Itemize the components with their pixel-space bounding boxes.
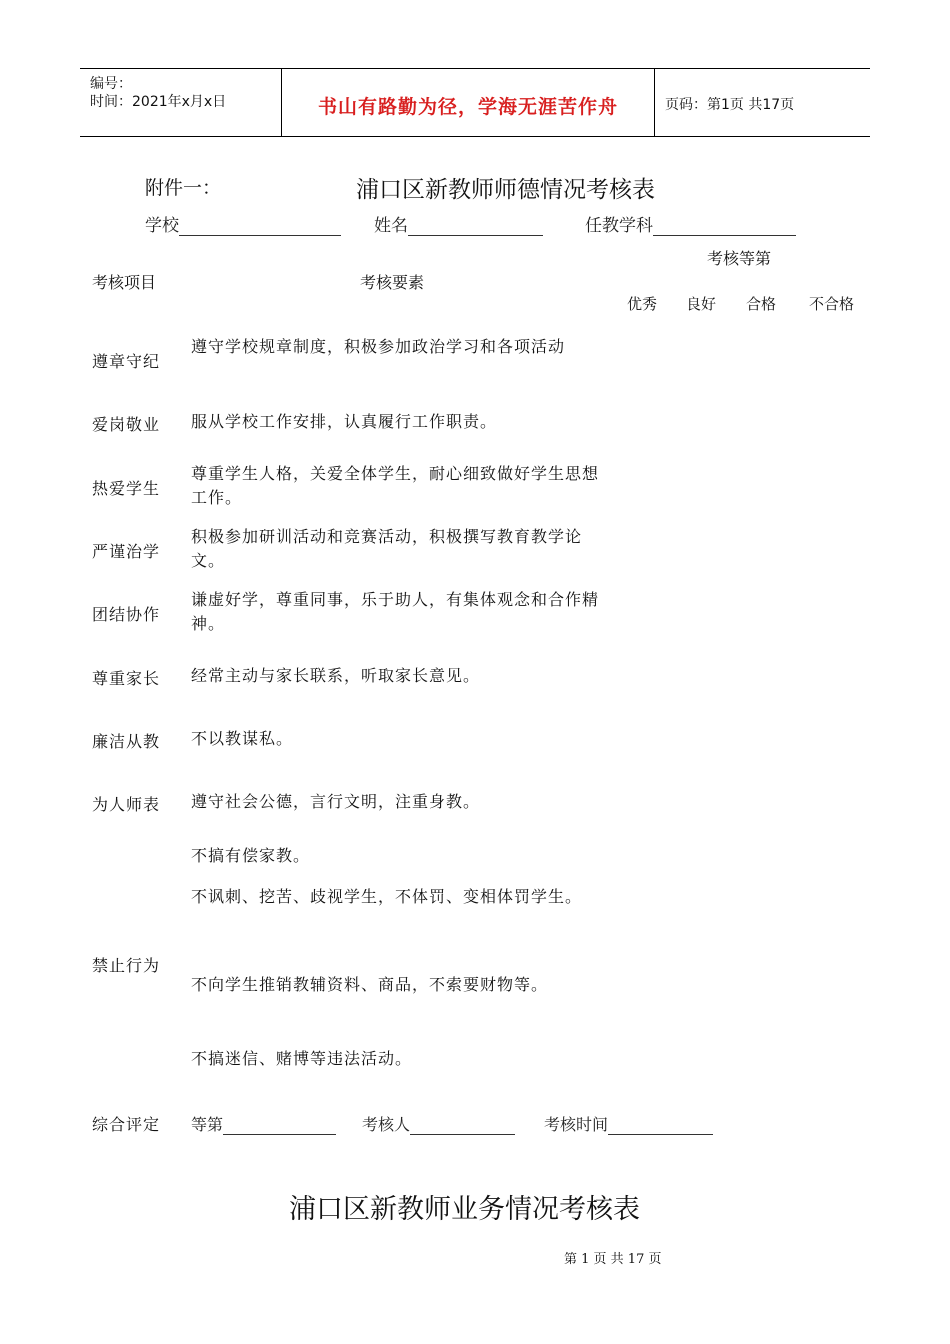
- grade-pass: 合格: [746, 295, 777, 313]
- number-label: 编号：: [90, 76, 132, 92]
- row-requirement: 积极参加研训活动和竞赛活动，积极撰写教育教学论文。: [191, 527, 583, 570]
- grade-fail: 不合格: [809, 295, 855, 313]
- header-meta-cell: [80, 69, 282, 136]
- grade-good: 良好: [686, 295, 717, 313]
- grade-blank[interactable]: [223, 1116, 336, 1135]
- attachment-label: 附件一：: [145, 177, 222, 199]
- prohibited-requirement: 不搞有偿家教。: [191, 846, 311, 865]
- assessor-field: [362, 1112, 515, 1135]
- header-page-cell: [655, 69, 870, 136]
- col-item-header: 考核项目: [92, 273, 157, 292]
- assess-time-blank[interactable]: [608, 1116, 713, 1135]
- footer-page: 第 1 页 共 17 页: [564, 1252, 662, 1267]
- col-elements-header: 考核要素: [360, 273, 425, 292]
- row-requirement: 尊重学生人格，关爱全体学生，耐心细致做好学生思想工作。: [191, 464, 600, 507]
- row-requirement: 服从学校工作安排，认真履行工作职责。: [191, 412, 498, 431]
- name-field: [374, 211, 543, 236]
- form2-title: 浦口区新教师业务情况考核表: [289, 1194, 640, 1225]
- form1-title: 浦口区新教师师德情况考核表: [356, 177, 655, 203]
- prohibited-item: 禁止行为: [92, 956, 161, 975]
- header-motto-cell: [282, 69, 655, 136]
- assessor-label: 考核人: [362, 1115, 411, 1134]
- school-field: [145, 211, 341, 236]
- row-requirement: 谦虚好学，尊重同事，乐于助人，有集体观念和合作精神。: [191, 590, 600, 633]
- assess-time-field: [544, 1112, 713, 1135]
- row-item: 遵章守纪: [92, 352, 161, 371]
- time-label: 时间：2021年x月x日: [90, 94, 227, 110]
- school-label: 学校: [145, 216, 179, 236]
- row-requirement: 经常主动与家长联系，听取家长意见。: [191, 666, 481, 685]
- row-item: 团结协作: [92, 605, 161, 624]
- school-blank[interactable]: [179, 217, 341, 236]
- name-label: 姓名: [374, 216, 408, 236]
- subject-label: 任教学科: [585, 216, 653, 236]
- row-requirement: 遵守学校规章制度，积极参加政治学习和各项活动: [191, 337, 566, 356]
- subject-blank[interactable]: [653, 217, 796, 236]
- row-item: 廉洁从教: [92, 732, 161, 751]
- summary-label: 综合评定: [92, 1115, 161, 1134]
- row-item: 尊重家长: [92, 669, 161, 688]
- motto-text: 书山有路勤为径，学海无涯苦作舟: [317, 96, 618, 118]
- col-grade-header: 考核等第: [707, 249, 772, 268]
- name-blank[interactable]: [408, 217, 543, 236]
- grade-field: [191, 1112, 336, 1135]
- assessor-blank[interactable]: [410, 1116, 515, 1135]
- row-item: 严谨治学: [92, 542, 161, 561]
- grade-label: 等第: [191, 1115, 224, 1134]
- row-item: 为人师表: [92, 795, 161, 814]
- assess-time-label: 考核时间: [544, 1115, 609, 1134]
- prohibited-requirement: 不向学生推销教辅资料、商品，不索要财物等。: [191, 975, 549, 994]
- header-box: [80, 68, 870, 137]
- row-item: 热爱学生: [92, 479, 161, 498]
- row-requirement: 不以教谋私。: [191, 729, 294, 748]
- row-item: 爱岗敬业: [92, 415, 161, 434]
- prohibited-requirement: 不搞迷信、赌博等违法活动。: [191, 1049, 413, 1068]
- subject-field: [585, 211, 796, 236]
- grade-excellent: 优秀: [627, 295, 658, 313]
- page-label: 页码：第1页 共17页: [665, 97, 795, 113]
- row-requirement: 遵守社会公德，言行文明，注重身教。: [191, 792, 481, 811]
- prohibited-requirement: 不讽刺、挖苦、歧视学生，不体罚、变相体罚学生。: [191, 887, 583, 906]
